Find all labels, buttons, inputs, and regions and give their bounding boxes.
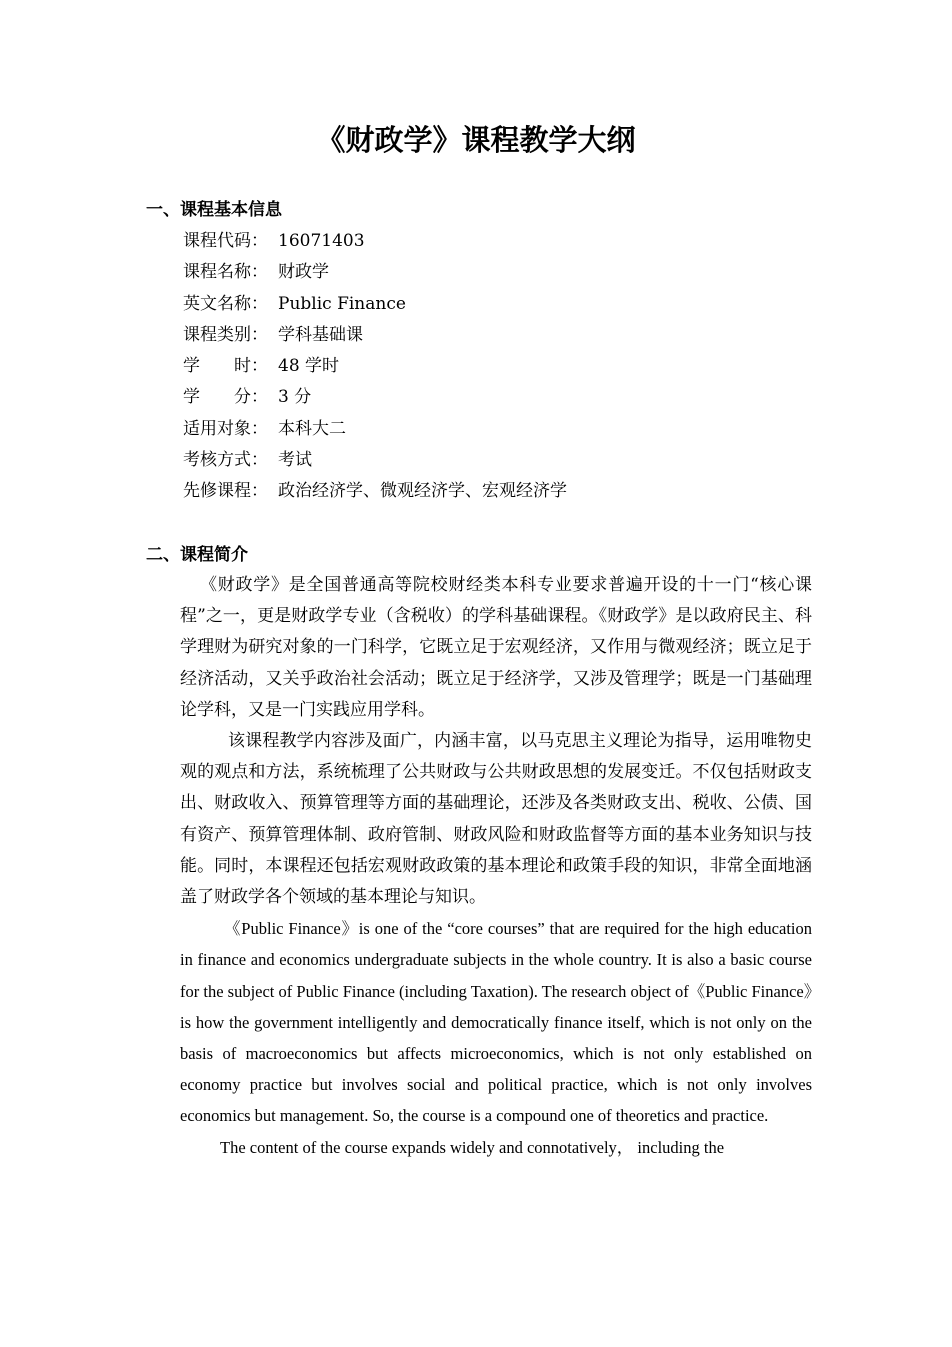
info-value: 3 分 [278,387,312,408]
info-row-english-name [183,289,567,320]
info-row-assessment [183,445,567,476]
info-label: 课程名称： [183,262,268,283]
info-value: 16071403 [278,231,365,251]
info-label: 先修课程： [183,481,268,502]
info-row-course-category [183,320,567,351]
intro-paragraph-en-2: The content of the course expands widely and connotatively， including the [220,1137,725,1157]
info-row-credits [183,382,567,413]
info-label: 适用对象： [183,418,268,439]
course-info-list [183,226,567,508]
section-heading-course-intro: 二、课程简介 [146,545,248,565]
info-row-course-code [183,226,567,257]
info-value: 政治经济学、微观经济学、宏观经济学 [278,481,567,502]
info-value: 学科基础课 [278,324,363,345]
info-label: 课程代码： [183,231,268,251]
document-title: 《财政学》课程教学大纲 [316,123,636,157]
intro-paragraph-cn-2: 该课程教学内容涉及面广，内涵丰富，以马克思主义理论为指导，运用唯物史观的观点和方法，系统梳理了公共财政与公共财政思想的发展变迁。不仅包括财政支出、财政收入、预算管理等方面的基础理论，还涉及各类财政支出、税收、公债、国有资产、预算管理体制、政府管制、财政风险和财政监督等方面的基本业务知识与技能。同时，本课程还包括宏观财政政策的基本理论和政策手段的知识，非常全面地涵盖了财政学各个领域的基本理论与知识。 [180,731,812,908]
intro-paragraph-en-1: 《Public Finance》is one of the “core courses” that are required for the high education in finance and economics undergraduate subjects in the whole country. It is also a basic course for the subject of Public Finance (including Taxation). The research object of《Public Finance》is how the government intelligently and democratically finance itself, which is not only on the basis of macroeconomics but affects microeconomics, which is not only established on economy practice but involves social and political practice, which is not only involves economics but management. So, the course is a compound one of theoretics and practice. [180,919,812,1126]
info-row-course-name [183,257,567,288]
info-label: 学 时： [183,356,268,377]
course-intro-body [180,570,812,1163]
info-label: 课程类别： [183,324,268,345]
info-value: 考试 [278,450,312,471]
info-label: 学 分： [183,387,268,408]
info-row-audience [183,414,567,445]
info-value: 本科大二 [278,418,346,439]
section-heading-basic-info: 一、课程基本信息 [146,200,282,220]
info-row-prerequisites [183,476,567,507]
info-value: 财政学 [278,262,329,283]
info-value: Public Finance [278,293,406,314]
info-row-hours [183,351,567,382]
info-label: 考核方式： [183,450,268,471]
info-label: 英文名称： [183,293,268,314]
info-value: 48 学时 [278,356,340,377]
intro-paragraph-cn-1: 《财政学》是全国普通高等院校财经类本科专业要求普遍开设的十一门“核心课程”之一，更是财政学专业（含税收）的学科基础课程。《财政学》是以政府民主、科学理财为研究对象的一门科学，它既立足于宏观经济，又作用与微观经济；既立足于经济活动，又关乎政治社会活动；既立足于经济学，又涉及管理学；既是一门基础理论学科，又是一门实践应用学科。 [180,575,812,720]
